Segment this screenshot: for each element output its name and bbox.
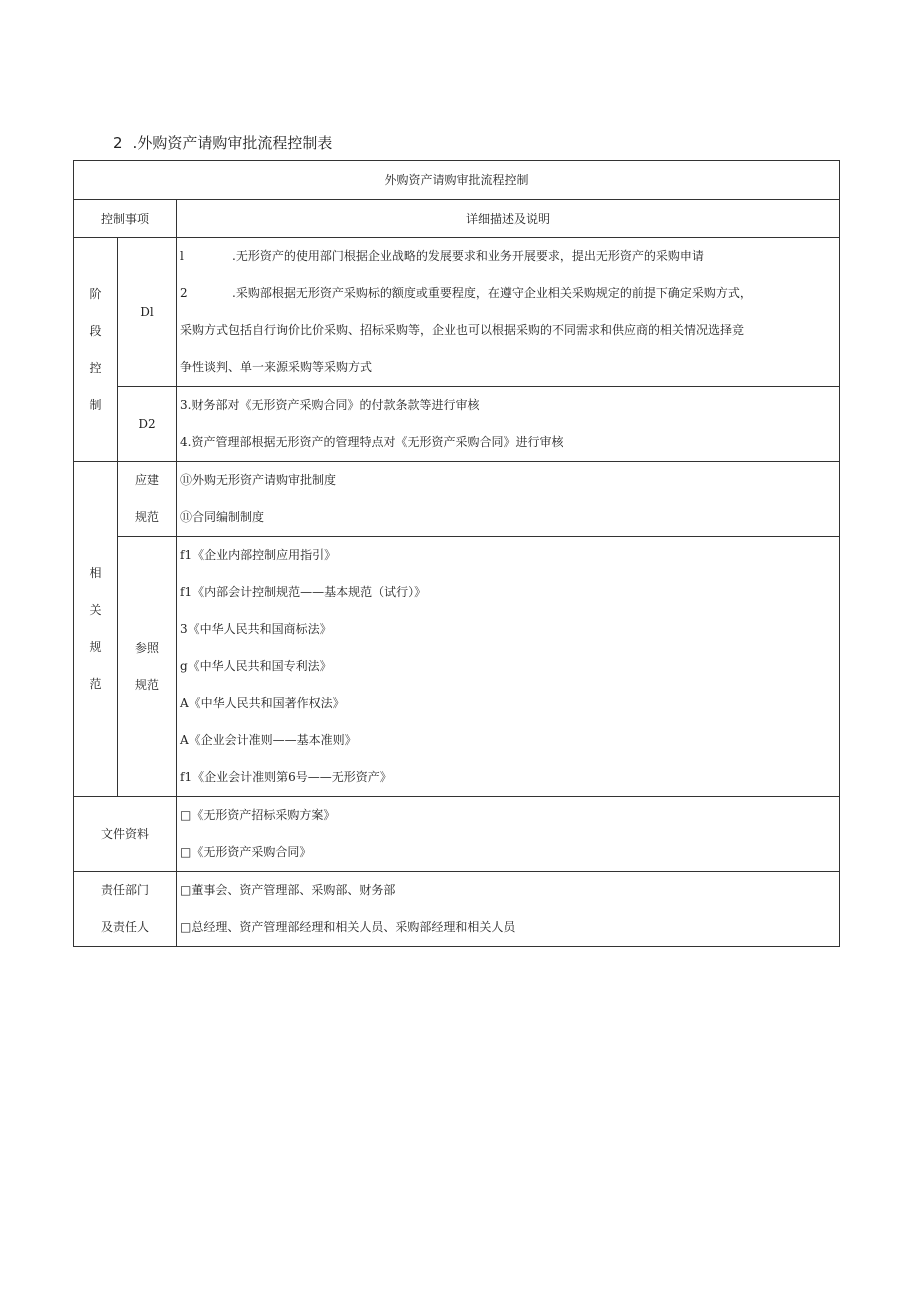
list-item: □董事会、资产管理部、采购部、财务部 — [180, 883, 396, 897]
list-item: 4.资产管理部根据无形资产的管理特点对《无形资产采购合同》进行审核 — [180, 435, 564, 449]
list-item: □《无形资产采购合同》 — [180, 845, 312, 859]
list-item: ⑪合同编制制度 — [180, 510, 265, 524]
header-control-item: 控制事项 — [74, 200, 177, 238]
list-item: □总经理、资产管理部经理和相关人员、采购部经理和相关人员 — [180, 920, 516, 934]
d2-description — [177, 387, 840, 462]
list-item: ⑪外购无形资产请购审批制度 — [180, 473, 337, 487]
list-item: 3《中华人民共和国商标法》 — [180, 622, 332, 636]
table-row — [74, 537, 840, 797]
list-item: l .无形资产的使用部门根据企业战略的发展要求和业务开展要求，提出无形资产的采购申请 — [180, 249, 704, 263]
table-title: 外购资产请购审批流程控制 — [74, 161, 840, 200]
reference-label: 参照 规范 — [118, 537, 177, 797]
documents-description — [177, 797, 840, 872]
d1-description — [177, 238, 840, 387]
list-item: f1《企业内部控制应用指引》 — [180, 548, 337, 562]
section-number: 2 — [113, 134, 123, 152]
table-row — [74, 797, 840, 872]
list-item: f1《企业会计准则第6号——无形资产》 — [180, 770, 392, 784]
list-item-continued: 采购方式包括自行询价比价采购、招标采购等，企业也可以根据采购的不同需求和供应商的相关情况选择竞 — [180, 323, 745, 337]
documents-label: 文件资料 — [74, 797, 177, 872]
responsibility-description — [177, 872, 840, 947]
header-description: 详细描述及说明 — [177, 200, 840, 238]
list-item: 3.财务部对《无形资产采购合同》的付款条款等进行审核 — [180, 398, 480, 412]
list-item: f1《内部会计控制规范——基本规范（试行）》 — [180, 585, 427, 599]
should-build-description — [177, 462, 840, 537]
reference-description — [177, 537, 840, 797]
table-row — [74, 387, 840, 462]
section-title: .外购资产请购审批流程控制表 — [132, 134, 333, 152]
list-item: A《企业会计准则——基本准则》 — [180, 733, 357, 747]
list-item: A《中华人民共和国著作权法》 — [180, 696, 345, 710]
table-title-row — [74, 161, 840, 200]
d1-code: Dl — [118, 238, 177, 387]
related-norms-label: 相 关 规 范 — [74, 462, 118, 797]
list-item: □《无形资产招标采购方案》 — [180, 808, 336, 822]
responsibility-label: 责任部门 及责任人 — [74, 872, 177, 947]
table-header-row — [74, 200, 840, 238]
section-heading — [113, 132, 332, 153]
d2-code: D2 — [118, 387, 177, 462]
table-row — [74, 872, 840, 947]
stage-control-label: 阶 段 控 制 — [74, 238, 118, 462]
table-row — [74, 462, 840, 537]
control-table — [73, 160, 840, 947]
list-item: g《中华人民共和国专利法》 — [180, 659, 332, 673]
list-item-continued: 争性谈判、单一来源采购等采购方式 — [180, 360, 373, 374]
table-row — [74, 238, 840, 387]
list-item: 2 .采购部根据无形资产采购标的额度或重要程度，在遵守企业相关采购规定的前提下确定采购方式， — [180, 286, 752, 300]
should-build-label: 应建 规范 — [118, 462, 177, 537]
